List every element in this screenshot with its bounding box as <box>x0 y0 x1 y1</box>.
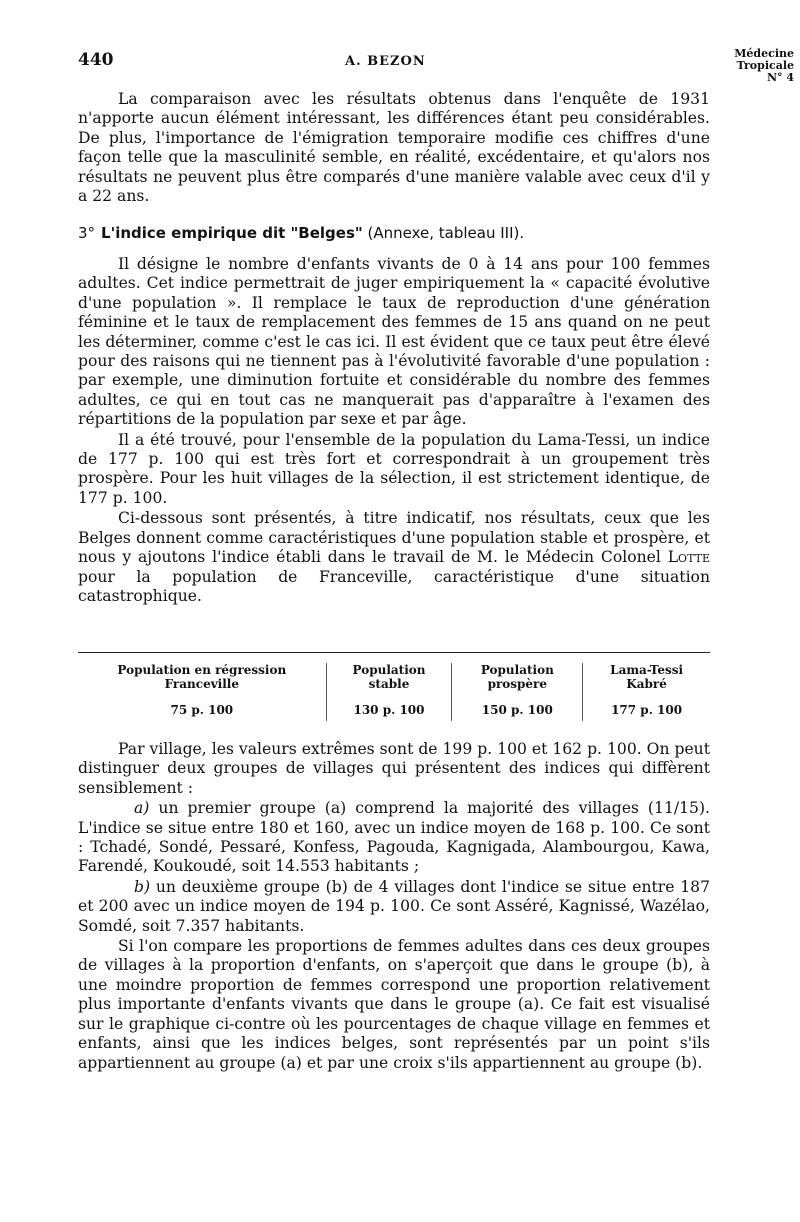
intro-paragraph: La comparaison avec les résultats obtenus dans l'enquête de 1931 n'apporte aucun élément intéressant, les différences étant peu considérables. De plus, l'importance de l'émigration temporaire modifie ces chiffres d'une façon telle que la masculinité semble, en réalité, excédentaire, et qu'alors nos résultats ne peuvent plus être comparés d'une manière valable avec ceux d'il y a 22 ans. <box>78 90 710 206</box>
paragraph-definition: Il désigne le nombre d'enfants vivants de 0 à 14 ans pour 100 femmes adultes. Cet indice permettrait de juger empiriquement la « capacité évolutive d'une population ». Il remplace le taux de reproduction d'une génération féminine et le taux de remplacement des femmes de 15 ans quand on ne peut les déterminer, comme c'est le cas ici. Il est évident que ce taux peut être élevé pour des raisons qui ne tiennent pas à l'évolutivité favorable d'une population : par exemple, une diminution fortuite et considérable du nombre des femmes adultes, ce qui en tout cas ne manquerait pas d'apparaître à l'examen des répartitions de la population par sexe et par âge. <box>78 255 710 429</box>
section-title: L'indice empirique dit "Belges" <box>101 224 363 242</box>
journal-corner-label <box>724 48 794 84</box>
column-header-line-2: Franceville <box>164 677 239 691</box>
column-header-line-1: Population <box>352 663 426 677</box>
column-header <box>452 663 582 697</box>
paragraph-comparison-part-2: pour la population de Franceville, caractéristique d'une situation catastrophique. <box>78 567 710 605</box>
column-value: 150 p. 100 <box>481 703 553 717</box>
paragraph-graph-reference: Si l'on compare les proportions de femmes adultes dans ces deux groupes de villages à la proportion d'enfants, on s'aperçoit que dans le groupe (b), à une moindre proportion de femmes correspond une proportion relativement plus importante d'enfants vivants que dans le groupe (a). Ce fait est visualisé sur le graphique ci-contre où les pourcentages de chaque village en femmes et enfants, ainsi que les indices belges, sont représentés par un point s'ils appartiennent au groupe (a) et par une croix s'ils appartiennent au groupe (b). <box>78 937 710 1072</box>
group-a-item <box>78 799 710 877</box>
section-reference: (Annexe, tableau III). <box>367 224 525 242</box>
intro-block <box>78 90 710 206</box>
group-b-label: b) <box>134 877 151 896</box>
paragraph-results: Il a été trouvé, pour l'ensemble de la population du Lama-Tessi, un indice de 177 p. 100 qui est très fort et correspondrait à un groupement très prospère. Pour les huit villages de la sélection, il est strictement identique, de 177 p. 100. <box>78 430 710 507</box>
journal-name-line-1: Médecine <box>734 47 794 60</box>
table-column-lama-tessi <box>582 663 710 721</box>
running-head: A. BEZON <box>345 54 426 69</box>
paragraph-comparison-part-1: Ci-dessous sont présentés, à titre indicatif, nos résultats, ceux que les Belges donnent comme caractéristiques d'une population stable et prospère, et nous y ajoutons l'indice établi dans le travail de M. le Médecin Colonel <box>78 509 710 567</box>
column-header-line-1: Population en régression <box>117 663 287 677</box>
group-a-text: un premier groupe (a) comprend la majorité des villages (11/15). L'indice se situe entre 180 et 160, avec un indice moyen de 168 p. 100. Ce sont : Tchadé, Sondé, Pessaré, Konfess, Pagouda, Kagnigada, Alambourgou, Kawa, Farendé, Koukoudé, soit 14.553 habitants ; <box>78 799 710 876</box>
column-header-line-2: stable <box>368 677 410 691</box>
index-comparison-table <box>78 652 710 721</box>
column-header <box>78 663 326 697</box>
table-grid <box>78 663 710 721</box>
column-value: 177 p. 100 <box>611 703 683 717</box>
column-header <box>327 663 452 697</box>
journal-issue: N° 4 <box>766 71 794 84</box>
page-number: 440 <box>78 50 114 70</box>
column-header <box>583 663 710 697</box>
paragraph-comparison <box>78 509 710 606</box>
group-a-label: a) <box>134 799 150 818</box>
column-value: 75 p. 100 <box>170 703 234 717</box>
column-header-line-2: Kabré <box>626 677 667 691</box>
table-top-rule <box>78 652 710 653</box>
paragraph-extremes: Par village, les valeurs extrêmes sont de 199 p. 100 et 162 p. 100. On peut distinguer deux groupes de villages qui présentent des indices qui diffèrent sensiblement : <box>78 740 710 797</box>
table-column-stable <box>326 663 452 721</box>
group-b-text: un deuxième groupe (b) de 4 villages dont l'indice se situe entre 187 et 200 avec un indice moyen de 194 p. 100. Ce sont Asséré, Kagnissé, Wazélao, Somdé, soit 7.357 habitants. <box>78 877 710 935</box>
column-header-line-1: Lama-Tessi <box>610 663 684 677</box>
table-column-prosperous <box>451 663 582 721</box>
table-column-regression <box>78 663 326 721</box>
group-b-item <box>78 878 710 936</box>
column-header-line-2: prospère <box>487 677 548 691</box>
village-groups-block <box>78 740 710 1073</box>
journal-name-line-2: Tropicale <box>736 59 794 72</box>
column-value: 130 p. 100 <box>353 703 425 717</box>
section-body <box>78 255 710 606</box>
section-heading <box>78 224 718 242</box>
column-header-line-1: Population <box>480 663 554 677</box>
section-number: 3° <box>78 224 96 242</box>
author-name: Lotte <box>667 548 710 567</box>
